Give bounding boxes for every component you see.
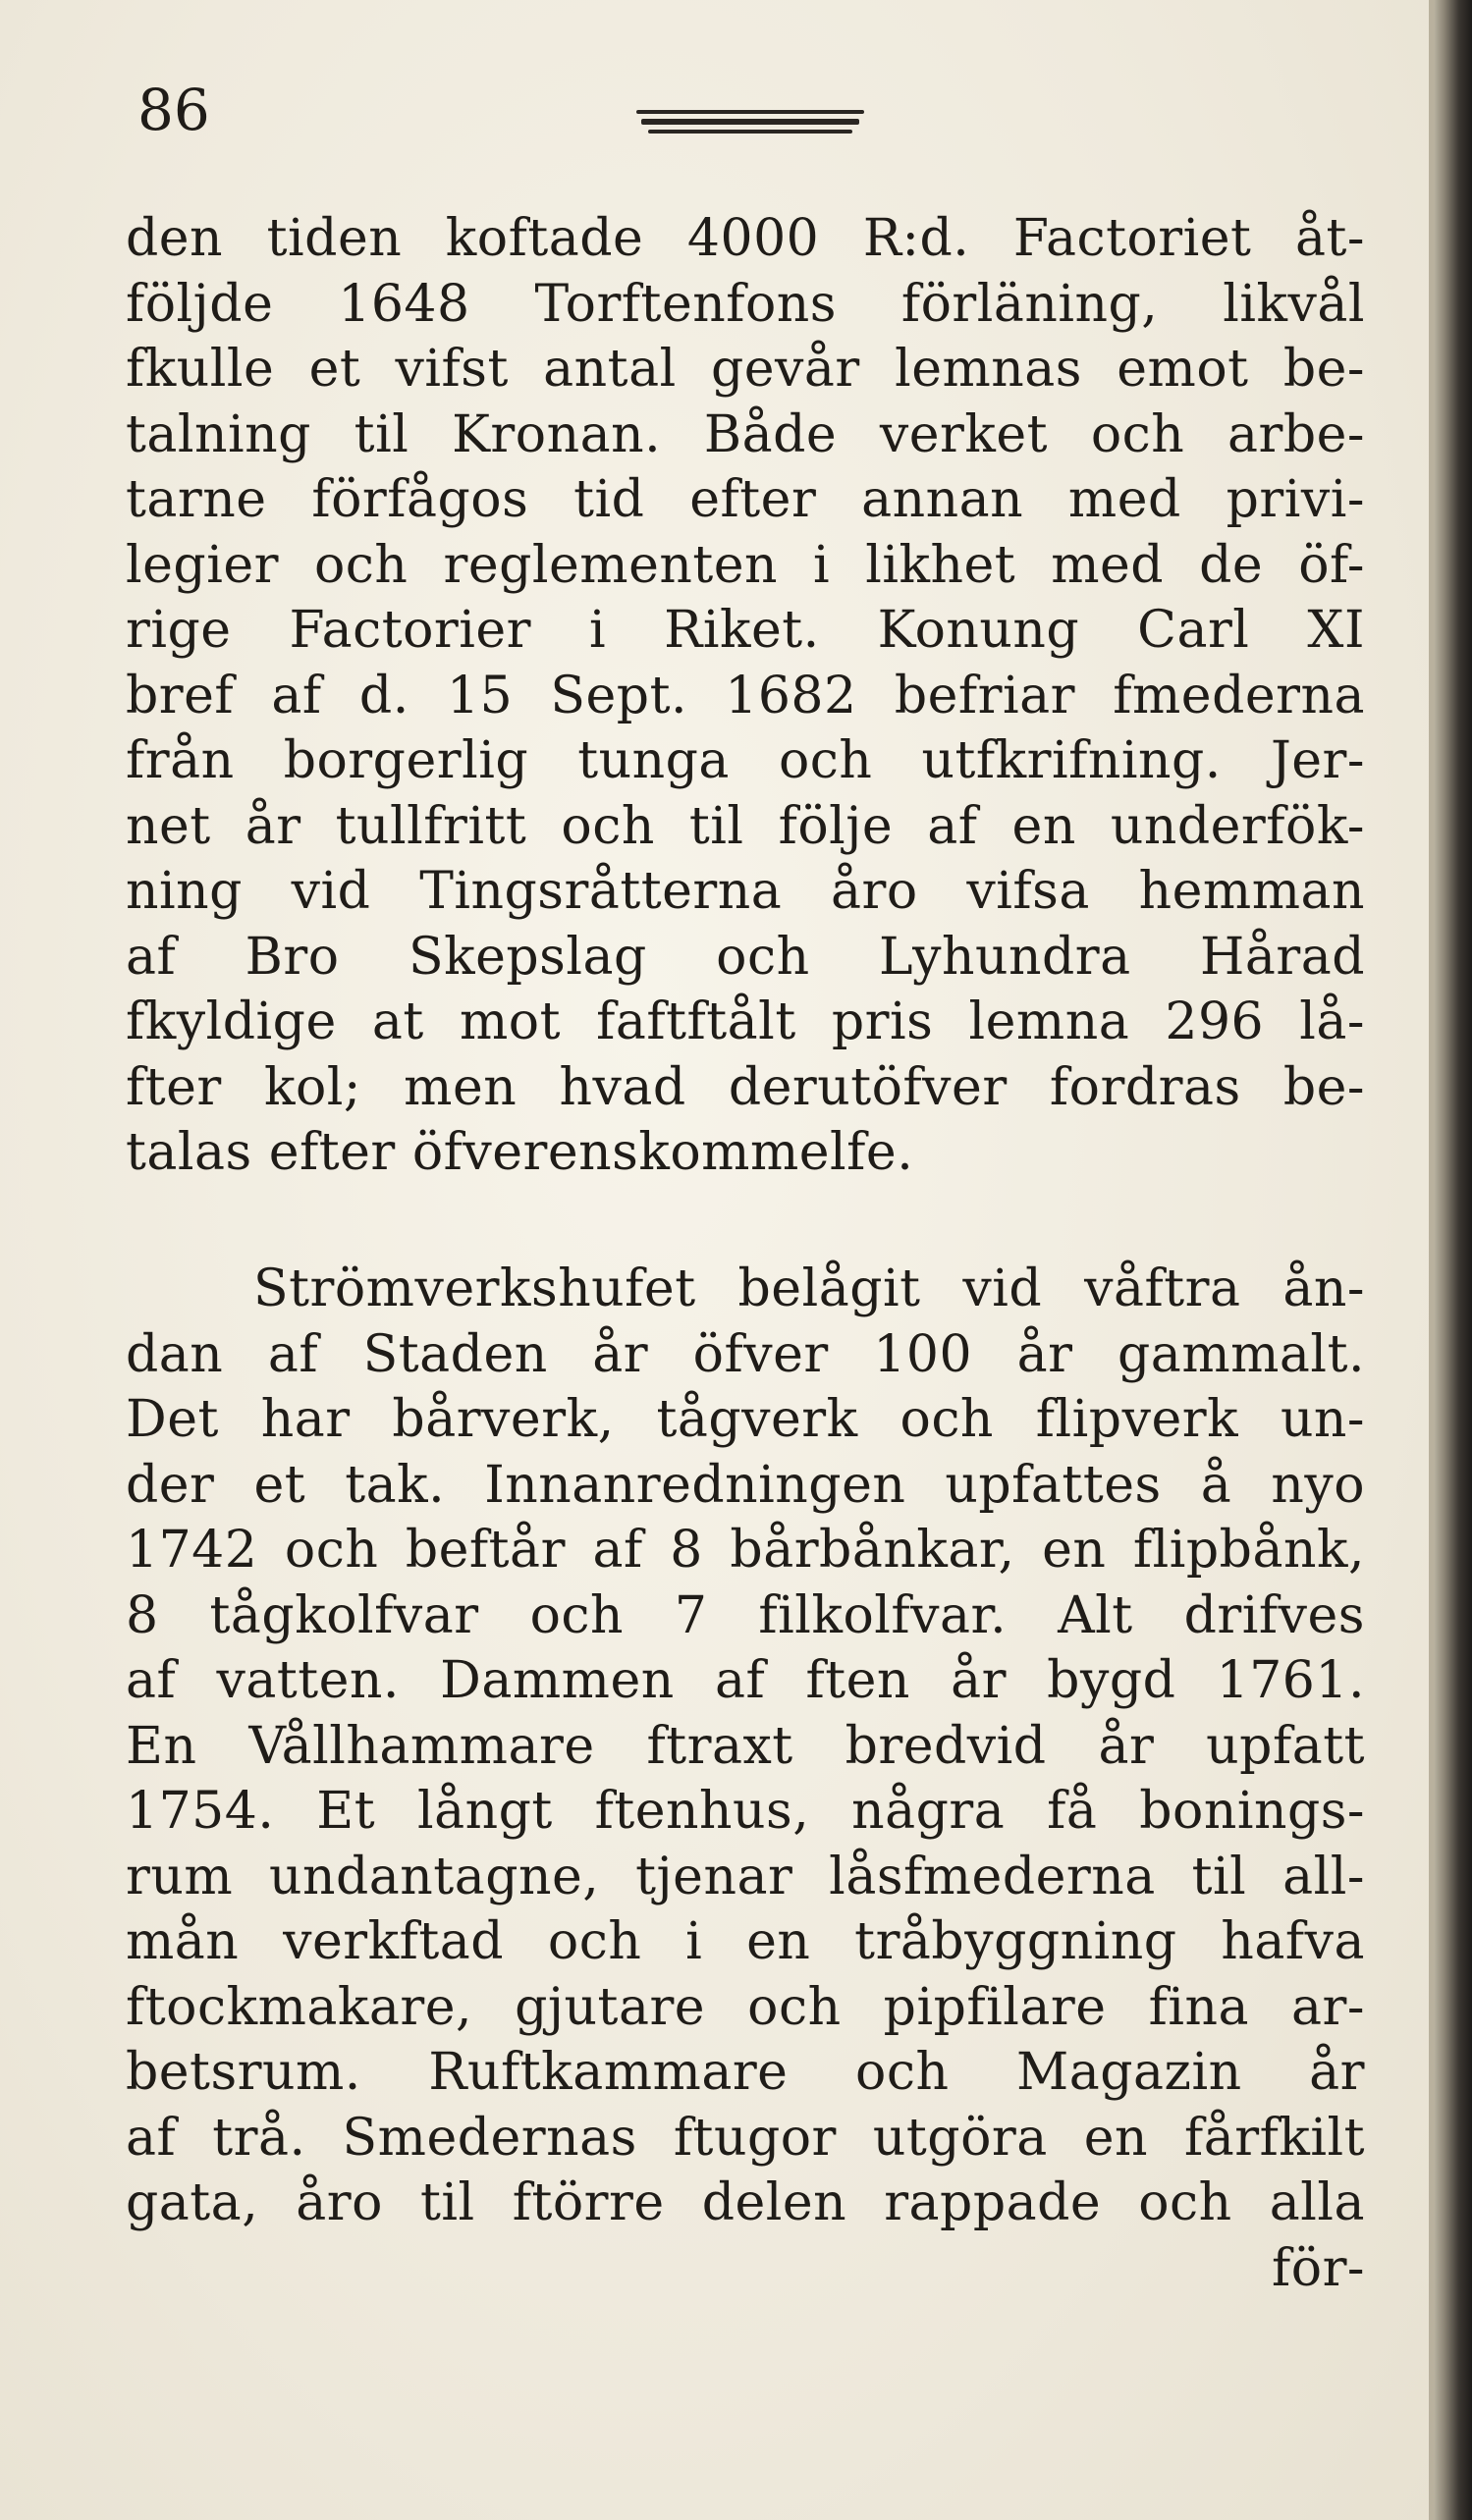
- text-line: Det har bårverk, tågverk och flipverk un-: [126, 1390, 1365, 1449]
- text-line: fter kol; men hvad derutöfver fordras be-: [126, 1057, 1365, 1117]
- text-line: från borgerlig tunga och utfkrifning. Jer-: [126, 731, 1365, 790]
- text-line: rige Factorier i Riket. Konung Carl XI: [126, 601, 1365, 660]
- text-line: af trå. Smedernas ftugor utgöra en fårfkilt: [126, 2108, 1365, 2168]
- text-line: En Vållhammare ftraxt bredvid år upfatt: [126, 1716, 1365, 1776]
- text-line: den tiden koftade 4000 R:d. Factoriet åt-: [126, 209, 1365, 268]
- text-line: 8 tågkolfvar och 7 filkolfvar. Alt drifves: [126, 1585, 1365, 1645]
- text-line: 1754. Et långt ftenhus, några få bonings-: [126, 1782, 1365, 1841]
- text-line: följde 1648 Torftenfons förläning, likvål: [126, 274, 1365, 334]
- text-line: talning til Kronan. Både verket och arbe-: [126, 404, 1365, 464]
- text-line: fkyldige at mot faftftålt pris lemna 296 lå-: [126, 992, 1365, 1051]
- text-line: af Bro Skepslag och Lyhundra Hårad: [126, 927, 1365, 987]
- page-number: 86: [137, 77, 210, 143]
- text-line: der et tak. Innanredningen upfattes å nyo: [126, 1455, 1365, 1515]
- text-line: talas efter öfverenskommelfe.: [126, 1123, 914, 1182]
- text-line: mån verkftad och i en tråbyggning hafva: [126, 1912, 1365, 1971]
- text-line: 1742 och beftår af 8 bårbånkar, en flipbånk,: [126, 1521, 1365, 1580]
- book-spine-shadow: [1429, 0, 1472, 2520]
- text-line: tarne förfågos tid efter annan med privi-: [126, 470, 1365, 529]
- text-line: betsrum. Ruftkammare och Magazin år: [126, 2043, 1365, 2102]
- text-line: gata, åro til ftörre delen rappade och alla: [126, 2173, 1365, 2232]
- text-line: rum undantagne, tjenar låsfmederna til all-: [126, 1847, 1365, 1906]
- text-line: legier och reglementen i likhet med de öf-: [126, 535, 1365, 595]
- text-line: fkulle et vifst antal gevår lemnas emot be-: [126, 340, 1365, 399]
- header-ornament: [636, 110, 864, 135]
- paragraph-2: [126, 1257, 1365, 2301]
- text-line: ning vid Tingsråtterna åro vifsa hemman: [126, 862, 1365, 921]
- text-line: net år tullfritt och til följe af en underfök-: [126, 796, 1365, 856]
- text-line: dan af Staden år öfver 100 år gammalt.: [126, 1324, 1365, 1384]
- text-line: bref af d. 15 Sept. 1682 befriar fmederna: [126, 666, 1365, 725]
- text-line: ftockmakare, gjutare och pipfilare fina ar-: [126, 1977, 1365, 2037]
- text-line: Strömverkshufet belågit vid våftra ån-: [253, 1260, 1365, 1318]
- text-line: af vatten. Dammen af ften år bygd 1761.: [126, 1651, 1365, 1710]
- page-header: [137, 69, 1394, 147]
- catchword: för-: [1272, 2238, 1365, 2298]
- paragraph-1: [126, 206, 1365, 1186]
